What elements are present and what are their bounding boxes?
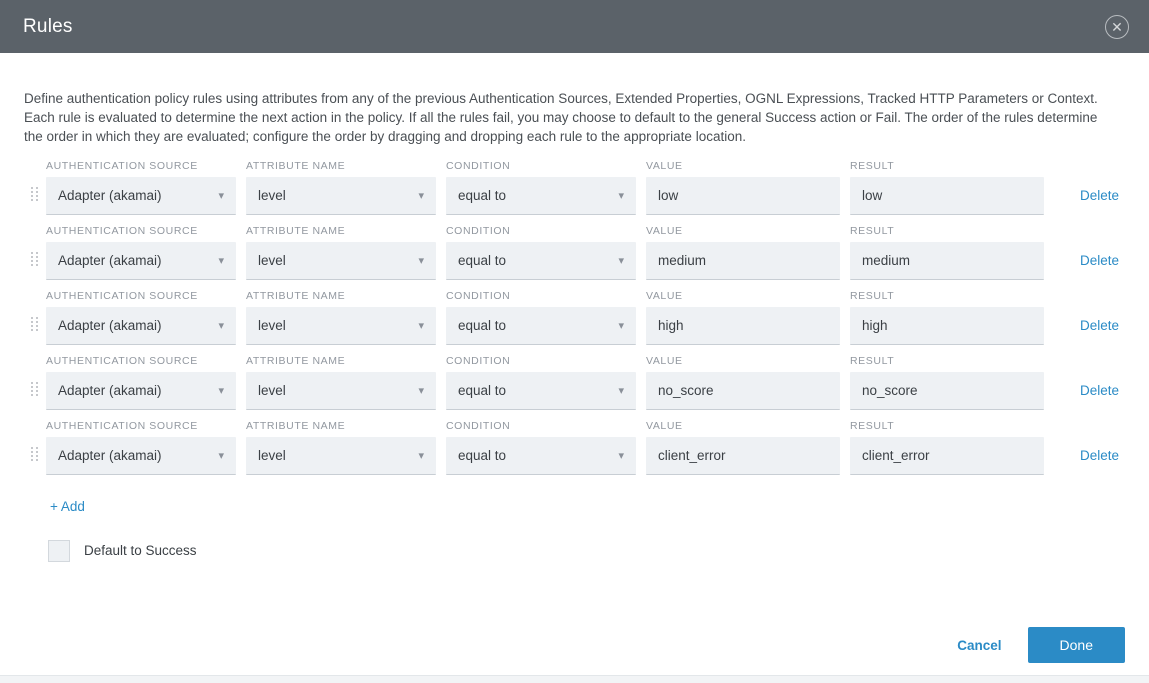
chevron-down-icon: ▾ — [418, 254, 424, 267]
rule-source-select[interactable] — [46, 177, 236, 215]
add-rule-link[interactable]: + Add — [50, 498, 85, 514]
rule-source-value: Adapter (akamai) — [58, 382, 162, 398]
rule-result-input[interactable]: client_error — [850, 437, 1044, 475]
rule-condition-select[interactable] — [446, 437, 636, 475]
rule-attribute-select[interactable] — [246, 307, 436, 345]
rule-source-field — [46, 160, 236, 215]
chevron-down-icon: ▾ — [418, 449, 424, 462]
rule-attribute-value: level — [258, 317, 286, 333]
rule-attribute-select[interactable] — [246, 177, 436, 215]
rule-result-field — [850, 290, 1044, 345]
rule-delete-cell — [1054, 242, 1125, 280]
column-label-value: VALUE — [646, 289, 683, 302]
chevron-down-icon: ▾ — [618, 189, 624, 202]
column-label-value: VALUE — [646, 354, 683, 367]
rule-source-field — [46, 420, 236, 475]
rule-source-select[interactable] — [46, 437, 236, 475]
chevron-down-icon: ▾ — [618, 254, 624, 267]
rule-delete-cell — [1054, 177, 1125, 215]
rule-result-field — [850, 160, 1044, 215]
rule-attribute-value: level — [258, 252, 286, 268]
rule-source-value: Adapter (akamai) — [58, 447, 162, 463]
rule-condition-select[interactable] — [446, 177, 636, 215]
rule-source-field — [46, 290, 236, 345]
rule-condition-field — [446, 355, 636, 410]
chevron-down-icon: ▾ — [418, 319, 424, 332]
rule-value-input[interactable]: medium — [646, 242, 840, 280]
rule-source-select[interactable] — [46, 307, 236, 345]
rule-condition-value: equal to — [458, 382, 507, 398]
column-label-attribute: ATTRIBUTE NAME — [246, 159, 346, 172]
column-label-result: RESULT — [850, 224, 895, 237]
rule-value-input[interactable]: high — [646, 307, 840, 345]
table-row — [24, 420, 1125, 475]
default-to-success-label: Default to Success — [84, 543, 197, 558]
delete-rule-link[interactable]: Delete — [1079, 383, 1119, 398]
column-label-condition: CONDITION — [446, 419, 511, 432]
drag-handle-icon[interactable] — [24, 238, 46, 280]
rule-result-input[interactable]: low — [850, 177, 1044, 215]
rule-result-field — [850, 355, 1044, 410]
column-label-attribute: ATTRIBUTE NAME — [246, 289, 346, 302]
rule-condition-field — [446, 420, 636, 475]
close-icon[interactable]: ✕ — [1105, 15, 1129, 39]
rule-result-field — [850, 420, 1044, 475]
rule-attribute-value: level — [258, 187, 286, 203]
column-label-result: RESULT — [850, 354, 895, 367]
chevron-down-icon: ▾ — [618, 319, 624, 332]
dialog-footer — [941, 627, 1125, 663]
table-row — [24, 290, 1125, 345]
rule-result-field — [850, 225, 1044, 280]
dialog-description: Define authentication policy rules using attributes from any of the previous Authentication Sources, Extended Properties, OGNL Expressions, Tracked HTTP Parameters or Context. Each rule is evaluated to determine the next action in the policy. If all the rules fail, you may choose to default to the general Success action or Fail. The order of the rules determine the order in which they are evaluated; configure the order by dragging and dropping each rule to the appropriate location. — [24, 90, 1098, 144]
rule-result-input[interactable]: high — [850, 307, 1044, 345]
done-button[interactable]: Done — [1028, 627, 1125, 663]
delete-rule-link[interactable]: Delete — [1079, 253, 1119, 268]
rule-attribute-value: level — [258, 447, 286, 463]
table-row — [24, 355, 1125, 410]
column-label-attribute: ATTRIBUTE NAME — [246, 419, 346, 432]
rule-source-value: Adapter (akamai) — [58, 252, 162, 268]
table-row — [24, 160, 1125, 215]
rule-attribute-field — [246, 355, 436, 410]
column-label-source: AUTHENTICATION SOURCE — [46, 354, 198, 367]
rule-attribute-field — [246, 290, 436, 345]
cancel-button[interactable]: Cancel — [941, 628, 1017, 663]
rule-delete-cell — [1054, 372, 1125, 410]
rule-delete-cell — [1054, 307, 1125, 345]
column-label-attribute: ATTRIBUTE NAME — [246, 354, 346, 367]
rule-condition-select[interactable] — [446, 307, 636, 345]
chevron-down-icon: ▾ — [618, 384, 624, 397]
rule-source-select[interactable] — [46, 372, 236, 410]
column-label-source: AUTHENTICATION SOURCE — [46, 159, 198, 172]
rule-source-field — [46, 225, 236, 280]
column-label-result: RESULT — [850, 289, 895, 302]
chevron-down-icon: ▾ — [218, 319, 224, 332]
chevron-down-icon: ▾ — [218, 384, 224, 397]
column-label-condition: CONDITION — [446, 289, 511, 302]
dialog-title: Rules — [23, 15, 73, 37]
rule-result-input[interactable]: medium — [850, 242, 1044, 280]
column-label-source: AUTHENTICATION SOURCE — [46, 289, 198, 302]
column-label-condition: CONDITION — [446, 224, 511, 237]
column-label-result: RESULT — [850, 159, 895, 172]
column-label-value: VALUE — [646, 159, 683, 172]
rule-source-value: Adapter (akamai) — [58, 317, 162, 333]
rule-condition-value: equal to — [458, 447, 507, 463]
rule-value-input[interactable]: low — [646, 177, 840, 215]
chevron-down-icon: ▾ — [418, 384, 424, 397]
drag-handle-icon[interactable] — [24, 303, 46, 345]
chevron-down-icon: ▾ — [218, 189, 224, 202]
column-label-result: RESULT — [850, 419, 895, 432]
default-to-success-row — [48, 540, 1125, 562]
rule-attribute-value: level — [258, 382, 286, 398]
table-row — [24, 225, 1125, 280]
rule-condition-value: equal to — [458, 187, 507, 203]
drag-handle-icon[interactable] — [24, 173, 46, 215]
dialog-bottom-strip — [0, 675, 1149, 683]
rules-list — [24, 160, 1125, 475]
chevron-down-icon: ▾ — [618, 449, 624, 462]
column-label-value: VALUE — [646, 224, 683, 237]
rule-attribute-select[interactable] — [246, 437, 436, 475]
rule-delete-cell — [1054, 437, 1125, 475]
rule-value-field — [646, 355, 840, 410]
rule-condition-select[interactable] — [446, 242, 636, 280]
rule-condition-field — [446, 160, 636, 215]
rule-result-input[interactable]: no_score — [850, 372, 1044, 410]
rule-value-field — [646, 290, 840, 345]
delete-rule-link[interactable]: Delete — [1079, 448, 1119, 463]
rule-value-field — [646, 420, 840, 475]
delete-rule-link[interactable]: Delete — [1079, 318, 1119, 333]
rule-condition-value: equal to — [458, 317, 507, 333]
rule-value-input[interactable]: no_score — [646, 372, 840, 410]
rule-value-field — [646, 225, 840, 280]
rule-condition-field — [446, 225, 636, 280]
dialog-titlebar — [0, 0, 1149, 53]
rule-source-field — [46, 355, 236, 410]
rule-source-select[interactable] — [46, 242, 236, 280]
delete-rule-link[interactable]: Delete — [1079, 188, 1119, 203]
rule-attribute-select[interactable] — [246, 372, 436, 410]
rule-condition-field — [446, 290, 636, 345]
default-to-success-checkbox[interactable] — [48, 540, 70, 562]
chevron-down-icon: ▾ — [218, 254, 224, 267]
rule-condition-value: equal to — [458, 252, 507, 268]
rule-attribute-field — [246, 160, 436, 215]
drag-handle-icon[interactable] — [24, 368, 46, 410]
rule-value-input[interactable]: client_error — [646, 437, 840, 475]
dialog-body — [0, 53, 1149, 683]
column-label-condition: CONDITION — [446, 354, 511, 367]
column-label-attribute: ATTRIBUTE NAME — [246, 224, 346, 237]
column-label-source: AUTHENTICATION SOURCE — [46, 224, 198, 237]
rule-condition-select[interactable] — [446, 372, 636, 410]
column-label-source: AUTHENTICATION SOURCE — [46, 419, 198, 432]
rule-attribute-select[interactable] — [246, 242, 436, 280]
rule-value-field — [646, 160, 840, 215]
chevron-down-icon: ▾ — [218, 449, 224, 462]
chevron-down-icon: ▾ — [418, 189, 424, 202]
column-label-condition: CONDITION — [446, 159, 511, 172]
rule-attribute-field — [246, 225, 436, 280]
column-label-value: VALUE — [646, 419, 683, 432]
rule-attribute-field — [246, 420, 436, 475]
rule-source-value: Adapter (akamai) — [58, 187, 162, 203]
drag-handle-icon[interactable] — [24, 433, 46, 475]
